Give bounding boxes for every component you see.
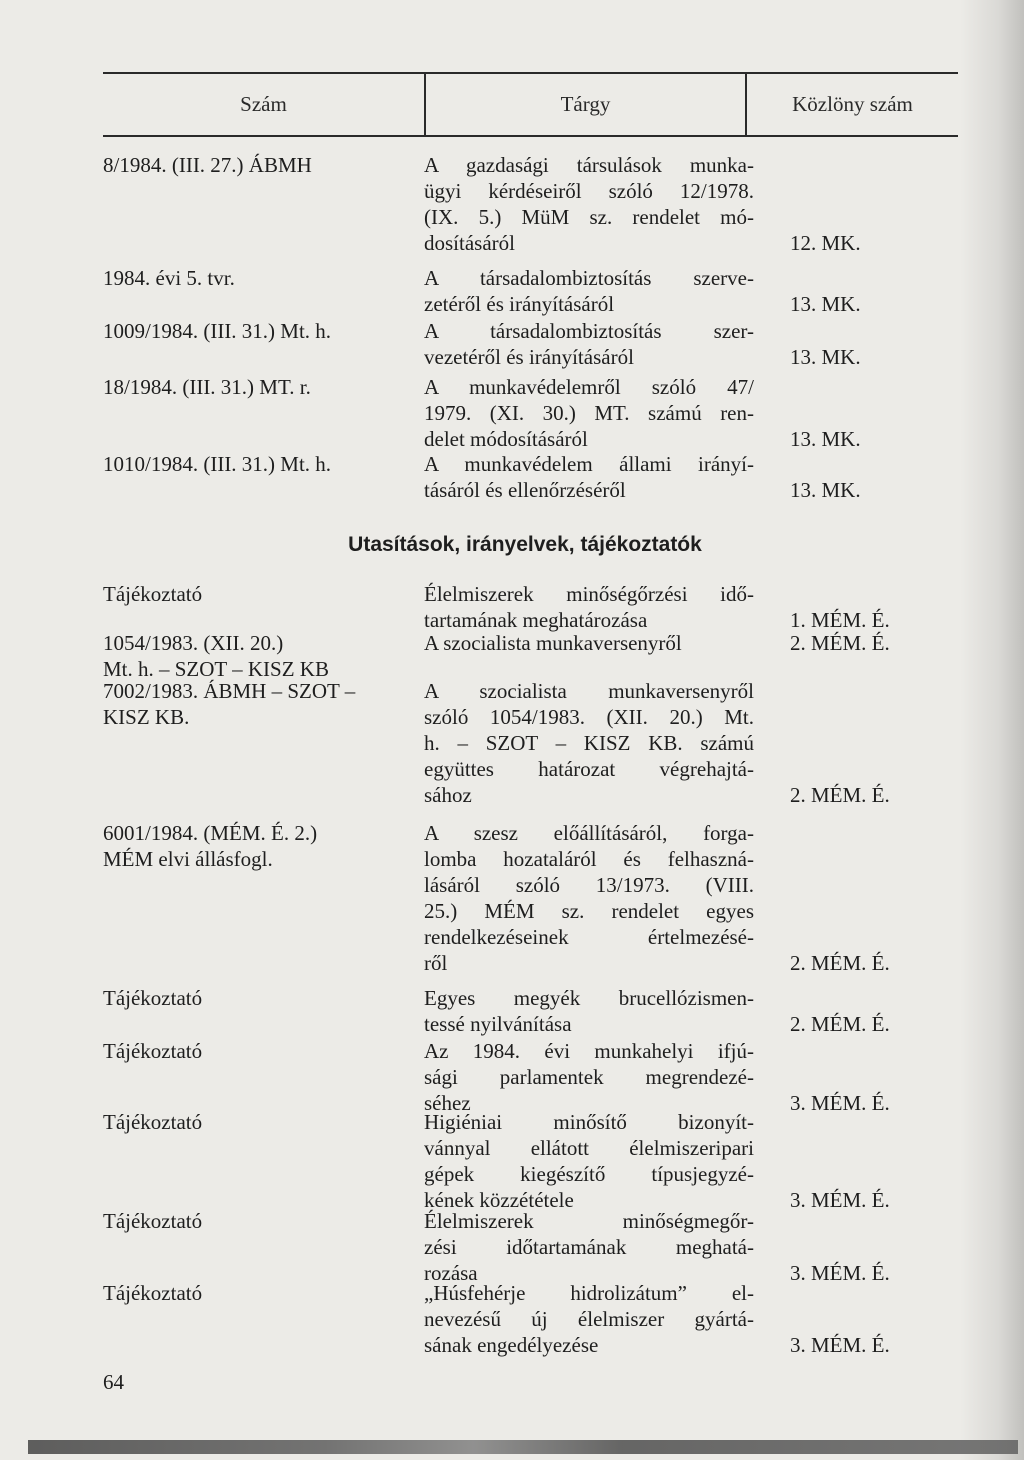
szam-line: Tájékoztató [103, 1281, 203, 1305]
cell-szam [103, 1038, 403, 1064]
cell-targy [424, 1038, 754, 1116]
szam-line: 8/1984. (III. 27.) ÁBMH [103, 153, 312, 177]
targy-line: séhez [424, 1091, 471, 1115]
targy-line: zetéről és irányításáról [424, 292, 615, 316]
cell-targy [424, 1280, 754, 1358]
section-title: Utasítások, irányelvek, tájékoztatók [348, 533, 702, 556]
cell-szam [103, 820, 403, 872]
targy-line: sági parlamentek megrendezé- [424, 1065, 754, 1089]
cell-kozlony: 13. MK. [790, 292, 861, 316]
cell-szam [103, 451, 403, 477]
szam-line: 1009/1984. (III. 31.) Mt. h. [103, 319, 332, 343]
page-number: 64 [103, 1370, 124, 1394]
targy-line: kének közzététele [424, 1188, 574, 1212]
szam-line: MÉM elvi állásfogl. [103, 847, 273, 871]
targy-line: delet módosításáról [424, 427, 588, 451]
cell-szam [103, 265, 403, 291]
cell-szam [103, 985, 403, 1011]
cell-kozlony: 3. MÉM. É. [790, 1333, 890, 1357]
targy-line: A gazdasági társulások munka- [424, 153, 754, 177]
header-bottom-rule [103, 135, 958, 137]
szam-line: KISZ KB. [103, 705, 190, 729]
targy-line: 25.) MÉM sz. rendelet egyes [424, 899, 754, 923]
targy-line: A szocialista munkaversenyről [424, 679, 754, 703]
cell-kozlony: 13. MK. [790, 478, 861, 502]
szam-line: 7002/1983. ÁBMH – SZOT – [103, 679, 356, 703]
targy-line: Az 1984. évi munkahelyi ifjú- [424, 1039, 754, 1063]
szam-line: Tájékoztató [103, 1110, 203, 1134]
cell-kozlony: 2. MÉM. É. [790, 951, 890, 975]
cell-targy [424, 985, 754, 1037]
targy-line: vezetéről és irányításáról [424, 345, 634, 369]
cell-kozlony: 3. MÉM. É. [790, 1091, 890, 1115]
cell-szam [103, 152, 403, 178]
targy-line: sának engedélyezése [424, 1333, 599, 1357]
cell-kozlony: 12. MK. [790, 231, 861, 255]
targy-line: zési időtartamának meghatá- [424, 1235, 754, 1259]
targy-line: A társadalombiztosítás szer- [424, 319, 754, 343]
scan-edge-strip [28, 1440, 1018, 1454]
cell-szam [103, 1208, 403, 1234]
cell-kozlony: 13. MK. [790, 345, 861, 369]
targy-line: lomba hozataláról és felhaszná- [424, 847, 754, 871]
cell-szam [103, 1109, 403, 1135]
szam-line: 6001/1984. (MÉM. É. 2.) [103, 821, 318, 845]
targy-line: tásáról és ellenőrzéséről [424, 478, 626, 502]
targy-line: A szocialista munkaversenyről [424, 631, 682, 655]
cell-szam [103, 581, 403, 607]
targy-line: Higiéniai minősítő bizonyít- [424, 1110, 754, 1134]
szam-line: 1984. évi 5. tvr. [103, 266, 235, 290]
cell-targy [424, 581, 754, 633]
cell-szam [103, 1280, 403, 1306]
targy-line: Egyes megyék brucellózismen- [424, 986, 754, 1010]
cell-kozlony: 2. MÉM. É. [790, 783, 890, 807]
cell-szam [103, 318, 403, 344]
szam-line: 18/1984. (III. 31.) MT. r. [103, 375, 311, 399]
cell-kozlony: 3. MÉM. É. [790, 1261, 890, 1285]
cell-targy [424, 152, 754, 256]
targy-line: vánnyal ellátott élelmiszeripari [424, 1136, 754, 1160]
cell-szam [103, 630, 403, 682]
cell-targy [424, 451, 754, 503]
cell-kozlony: 13. MK. [790, 427, 861, 451]
header-top-rule [103, 72, 958, 74]
szam-line: Tájékoztató [103, 582, 203, 606]
szam-line: 1054/1983. (XII. 20.) [103, 631, 284, 655]
targy-line: ről [424, 951, 448, 975]
szam-line: Tájékoztató [103, 986, 203, 1010]
cell-szam [103, 678, 403, 730]
cell-kozlony: 2. MÉM. É. [790, 631, 890, 655]
targy-line: dosításáról [424, 231, 515, 255]
targy-line: „Húsfehérje hidrolizátum” el- [424, 1281, 754, 1305]
targy-line: Élelmiszerek minőségmegőr- [424, 1209, 754, 1233]
targy-line: A munkavédelem állami irányí- [424, 452, 754, 476]
cell-targy [424, 318, 754, 370]
header-kozlony: Közlöny szám [792, 92, 913, 116]
cell-targy [424, 630, 754, 656]
targy-line: rozása [424, 1261, 478, 1285]
cell-targy [424, 1109, 754, 1213]
header-targy: Tárgy [560, 92, 611, 116]
targy-line: A társadalombiztosítás szerve- [424, 266, 754, 290]
targy-line: együttes határozat végrehajtá- [424, 757, 754, 781]
cell-kozlony: 3. MÉM. É. [790, 1188, 890, 1212]
targy-line: szóló 1054/1983. (XII. 20.) Mt. [424, 705, 754, 729]
targy-line: rendelkezéseinek értelmezésé- [424, 925, 754, 949]
cell-targy [424, 820, 754, 976]
cell-targy [424, 678, 754, 808]
szam-line: Mt. h. – SZOT – KISZ KB [103, 657, 329, 681]
targy-line: A munkavédelemről szóló 47/ [424, 375, 754, 399]
cell-targy [424, 374, 754, 452]
targy-line: lásáról szóló 13/1973. (VIII. [424, 873, 754, 897]
cell-kozlony: 2. MÉM. É. [790, 1012, 890, 1036]
cell-targy [424, 265, 754, 317]
targy-line: tessé nyilvánítása [424, 1012, 572, 1036]
targy-line: h. – SZOT – KISZ KB. számú [424, 731, 754, 755]
cell-szam [103, 374, 403, 400]
szam-line: Tájékoztató [103, 1209, 203, 1233]
targy-line: ügyi kérdéseiről szóló 12/1978. [424, 179, 754, 203]
targy-line: 1979. (XI. 30.) MT. számú ren- [424, 401, 754, 425]
szam-line: Tájékoztató [103, 1039, 203, 1063]
targy-line: nevezésű új élelmiszer gyártá- [424, 1307, 754, 1331]
targy-line: tartamának meghatározása [424, 608, 648, 632]
targy-line: sához [424, 783, 472, 807]
cell-kozlony: 1. MÉM. É. [790, 608, 890, 632]
page-edge-shadow [960, 0, 1024, 1460]
header-szam: Szám [240, 92, 287, 116]
szam-line: 1010/1984. (III. 31.) Mt. h. [103, 452, 332, 476]
cell-targy [424, 1208, 754, 1286]
targy-line: (IX. 5.) MüM sz. rendelet mó- [424, 205, 754, 229]
targy-line: gépek kiegészítő típusjegyzé- [424, 1162, 754, 1186]
targy-line: A szesz előállításáról, forga- [424, 821, 754, 845]
targy-line: Élelmiszerek minőségőrzési idő- [424, 582, 754, 606]
